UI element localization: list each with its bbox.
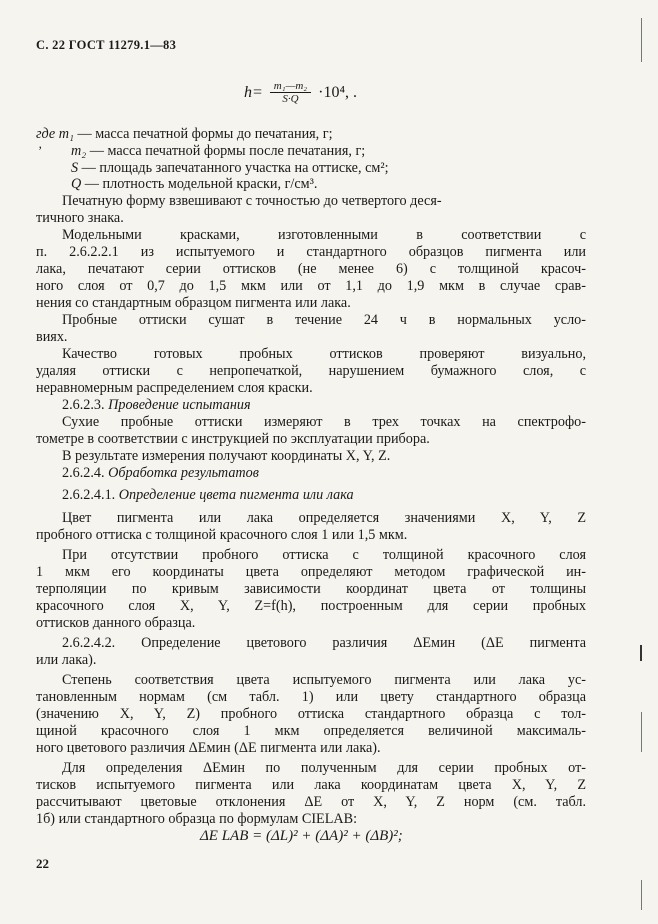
margin-mark: ʼ [38, 143, 43, 158]
p9-line-1: Для определения ΔEмин по полученным для серии пробных от- [62, 760, 586, 776]
formula-rhs: ·10⁴, . [318, 83, 358, 101]
scan-mark-2 [640, 645, 642, 661]
p7-line-4: красочного слоя X, Y, Z=f(h), построенным для серии пробных [36, 598, 586, 614]
scan-mark-1 [641, 18, 642, 62]
p7-line-3: терполяции по кривым зависимости координат цвета от толщины [36, 581, 586, 597]
p4-line-3: неравномерным распределением слоя краски. [36, 380, 313, 396]
p5-line-3: В результате измерения получают координаты X, Y, Z. [62, 448, 391, 464]
page-header: С. 22 ГОСТ 11279.1—83 [36, 38, 177, 52]
def-m2: m₂ — масса печатной формы после печатания, г; [71, 143, 366, 159]
p2-line-3: лака, печатают серии оттисков (не менее 6) с толщиной красоч- [36, 261, 586, 277]
p6-line-1: Цвет пигмента или лака определяется значениями X, Y, Z [62, 510, 586, 526]
page-number: 22 [36, 856, 49, 871]
formula-numerator: m₁—m₂ [270, 80, 311, 93]
section-2-6-2-4-2-line-1: 2.6.2.4.2. Определение цветового различия ΔEмин (ΔE пигмента [62, 635, 586, 651]
p9-line-2: тисков испытуемого пигмента или лака координатам цвета X, Y, Z [36, 777, 586, 793]
p5-line-2: тометре в соответствии с инструкцией по эксплуатации прибора. [36, 431, 430, 447]
p9-line-4: 1б) или стандартного образца по формулам CIELAB: [36, 811, 358, 827]
p8-line-1: Степень соответствия цвета испытуемого пигмента или лака ус- [62, 672, 586, 688]
p1-line-1: Печатную форму взвешивают с точностью до четвертого деся- [62, 193, 442, 209]
p8-line-4: щиной красочного слоя 1 мкм определяется величиной максималь- [36, 723, 586, 739]
p4-line-2: удаляя оттиски с непропечаткой, нарушением бумажного слоя, с [36, 363, 586, 379]
p7-line-1: При отсутствии пробного оттиска с толщиной красочного слоя [62, 547, 586, 563]
def-m1: где m₁ — масса печатной формы до печатания, г; [36, 126, 333, 142]
scan-mark-4 [641, 880, 642, 910]
p2-line-4: ного слоя от 0,7 до 1,5 мкм или от 1,1 до 1,9 мкм в случае срав- [36, 278, 586, 294]
formula-delta-e-lab: ΔE LAB = (ΔL)² + (ΔA)² + (ΔB)²; [200, 828, 403, 844]
def-s: S — площадь запечатанного участка на оттиске, см²; [71, 160, 389, 176]
p3-line-1: Пробные оттиски сушат в течение 24 ч в нормальных усло- [62, 312, 586, 328]
formula-h [244, 80, 357, 105]
p5-line-1: Сухие пробные оттиски измеряют в трех точках на спектрофо- [62, 414, 586, 430]
p2-line-2: п. 2.6.2.2.1 из испытуемого и стандартного образцов пигмента или [36, 244, 586, 260]
p9-line-3: рассчитывают цветовые отклонения ΔE от X, Y, Z норм (см. табл. [36, 794, 586, 810]
section-2-6-2-4-2-line-2: или лака). [36, 652, 97, 668]
p8-line-5: ного цветового различия ΔEмин (ΔE пигмента или лака). [36, 740, 381, 756]
def-q: Q — плотность модельной краски, г/см³. [71, 176, 318, 192]
formula-denominator: S·Q [282, 93, 299, 105]
p7-line-5: оттисков данного образца. [36, 615, 196, 631]
p2-line-1: Модельными красками, изготовленными в соответствии с [62, 227, 586, 243]
p2-line-5: нения со стандартным образцом пигмента или лака. [36, 295, 351, 311]
section-2-6-2-3: 2.6.2.3. Проведение испытания [62, 397, 251, 413]
scan-mark-3 [641, 712, 642, 752]
p8-line-3: (значению X, Y, Z) пробного оттиска стандартного образца с тол- [36, 706, 586, 722]
formula-fraction [270, 80, 311, 105]
p3-line-2: виях. [36, 329, 68, 345]
p1-line-2: тичного знака. [36, 210, 124, 226]
p4-line-1: Качество готовых пробных оттисков проверяют визуально, [62, 346, 586, 362]
p6-line-2: пробного оттиска с толщиной красочного слоя 1 или 1,5 мкм. [36, 527, 408, 543]
formula-lhs: h= [244, 83, 263, 101]
section-2-6-2-4: 2.6.2.4. Обработка результатов [62, 465, 259, 481]
section-2-6-2-4-1: 2.6.2.4.1. Определение цвета пигмента или лака [62, 487, 354, 503]
p7-line-2: 1 мкм его координаты цвета определяют методом графической ин- [36, 564, 586, 580]
p8-line-2: тановленным нормам (см табл. 1) или цвету стандартного образца [36, 689, 586, 705]
